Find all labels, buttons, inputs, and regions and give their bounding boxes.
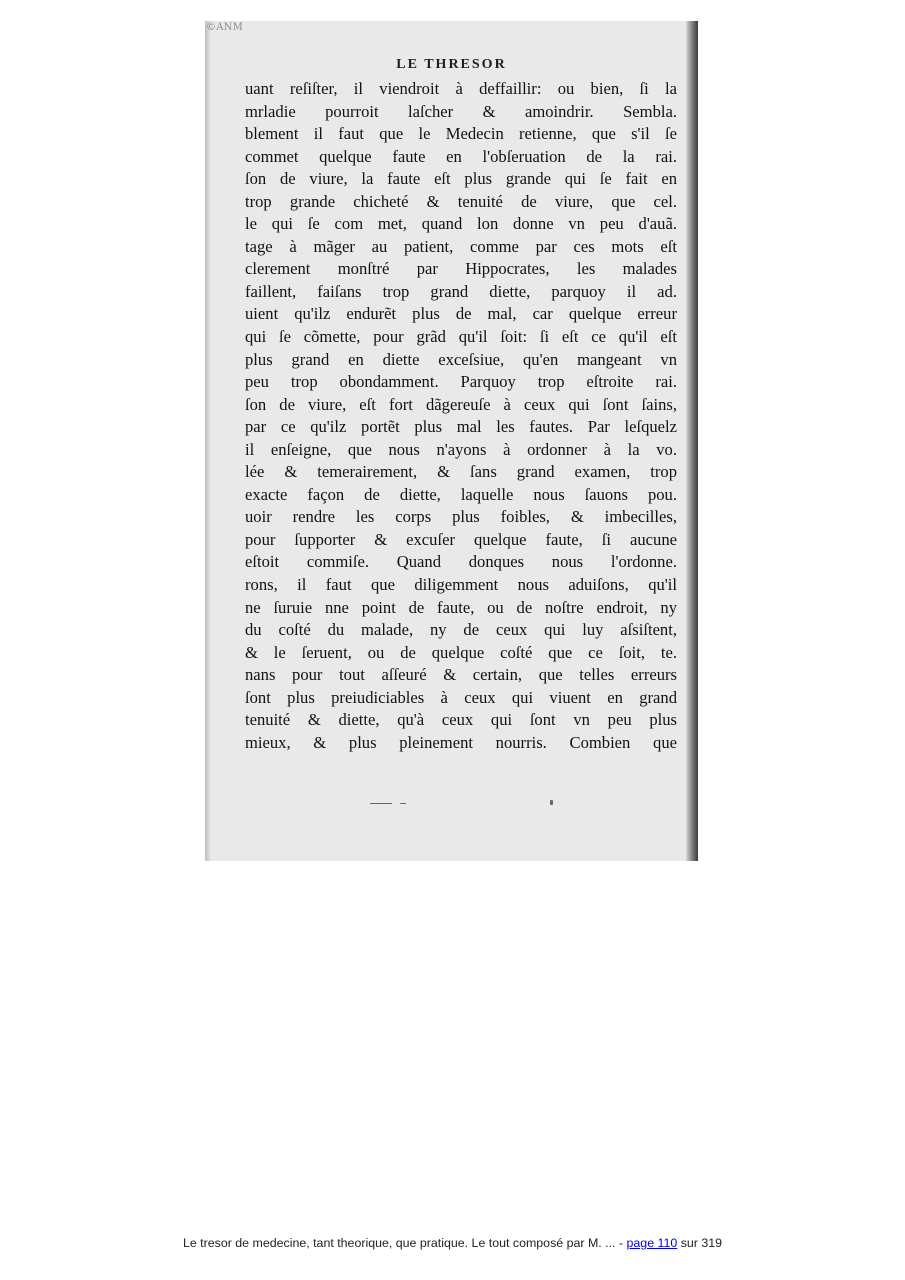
scan-specks bbox=[370, 799, 570, 807]
scan-text-line: uient qu'ilz endurẽt plus de mal, car quelque erreur bbox=[245, 304, 677, 324]
document-caption bbox=[0, 1236, 905, 1250]
scan-left-shadow bbox=[205, 21, 211, 861]
scan-right-shadow bbox=[686, 21, 698, 861]
scan-text-line: peu trop obondamment. Parquoy trop eſtroite rai. bbox=[245, 372, 677, 392]
scan-text-line: blement il faut que le Medecin retienne, que s'il ſe bbox=[245, 124, 677, 144]
caption-separator: - bbox=[615, 1236, 627, 1250]
scan-text-line: ſon de viure, eſt fort dãgereuſe à ceux qui ſont ſains, bbox=[245, 394, 677, 414]
scan-text-line: mrladie pourroit laſcher & amoindrir. Sembla. bbox=[245, 101, 677, 121]
scan-text-line: ſont plus preiudiciables à ceux qui viuent en grand bbox=[245, 687, 677, 707]
scan-text-block bbox=[245, 78, 677, 754]
scan-text-line: du coſté du malade, ny de ceux qui luy aſsiſtent, bbox=[245, 620, 677, 640]
scan-text-line: tenuité & diette, qu'à ceux qui ſont vn peu plus bbox=[245, 710, 677, 730]
caption-title: Le tresor de medecine, tant theorique, que pratique. Le tout composé par M. ... bbox=[182, 1236, 616, 1250]
scan-text-line: eſtoit commiſe. Quand donques nous l'ordonne. bbox=[245, 552, 677, 572]
scan-text-line: rons, il faut que diligemment nous aduiſons, qu'il bbox=[245, 575, 677, 595]
page-link[interactable]: page 110 bbox=[626, 1236, 678, 1250]
scan-text-line: commet quelque faute en l'obſeruation de la rai. bbox=[245, 146, 677, 166]
scan-text-line: par ce qu'ilz portẽt plus mal les fautes. Par leſquelz bbox=[245, 417, 677, 437]
scan-text-line: ne ſuruie nne point de faute, ou de noſtre endroit, ny bbox=[245, 597, 677, 617]
scan-text-line: ſon de viure, la faute eſt plus grande qui ſe fait en bbox=[245, 169, 677, 189]
scan-text-line: tage à mãger au patient, comme par ces mots eſt bbox=[245, 236, 677, 256]
scan-text-line: uant reſiſter, il viendroit à deffaillir: ou bien, ſi la bbox=[245, 79, 677, 98]
scan-text-line: clerement monſtré par Hippocrates, les malades bbox=[245, 259, 677, 279]
scan-text-line: uoir rendre les corps plus foibles, & imbecilles, bbox=[245, 507, 677, 527]
scan-text-line: le qui ſe com met, quand lon donne vn peu d'auã. bbox=[245, 214, 677, 234]
scan-text-line: qui ſe cõmette, pour grãd qu'il ſoit: ſi eſt ce qu'il eſt bbox=[245, 327, 677, 347]
scan-text-line: nans pour tout aſſeuré & certain, que telles erreurs bbox=[245, 665, 677, 685]
scan-text-line: plus grand en diette exceſsiue, qu'en mangeant vn bbox=[245, 349, 677, 369]
scan-text-line: trop grande chicheté & tenuité de viure, que cel. bbox=[245, 191, 677, 211]
scan-text-line: exacte façon de diette, laquelle nous ſauons pou. bbox=[245, 484, 677, 504]
running-head: LE THRESOR bbox=[396, 57, 507, 72]
watermark: ©ANM bbox=[206, 22, 244, 33]
scan-text-line: il enſeigne, que nous n'ayons à ordonner à la vo. bbox=[245, 439, 677, 459]
scan-text-line: & le ſeruent, ou de quelque coſté que ce ſoit, te. bbox=[245, 642, 677, 662]
caption-suffix: sur 319 bbox=[677, 1236, 723, 1250]
scan-text-line: lée & temerairement, & ſans grand examen, trop bbox=[245, 462, 677, 482]
scan-text-line: mieux, & plus pleinement nourris. Combien que bbox=[245, 732, 677, 752]
scan-text-line: faillent, faiſans trop grand diette, parquoy il ad. bbox=[245, 281, 677, 301]
scan-text-line: pour ſupporter & excuſer quelque faute, ſi aucune bbox=[245, 529, 677, 549]
page-scan-image bbox=[205, 21, 698, 861]
